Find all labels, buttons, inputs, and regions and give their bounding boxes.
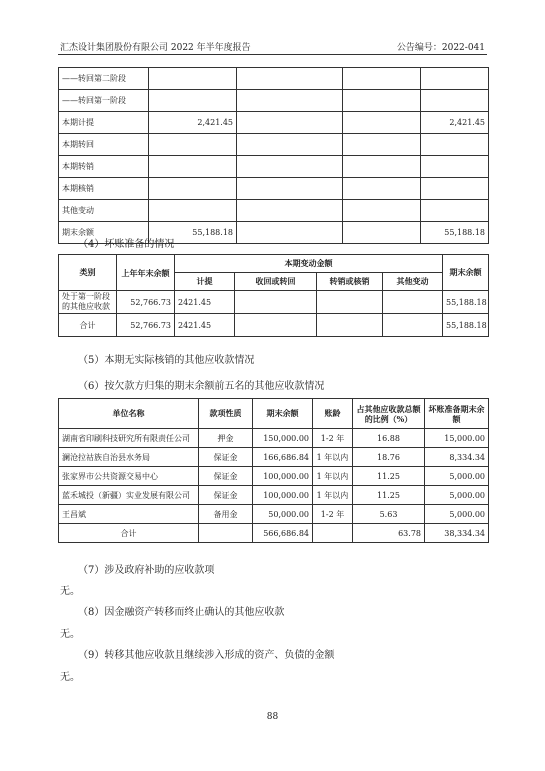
closing-cell: 55,188.18 (443, 314, 489, 337)
opening-cell: 52,766.73 (117, 291, 175, 314)
stage2-value (237, 222, 343, 244)
writeoff-cell (317, 314, 383, 337)
bad-debt-provision-table (58, 254, 489, 337)
ratio-cell: 16.88 (353, 429, 425, 448)
age-cell: 1-2 年 (313, 505, 353, 524)
page-number: 88 (266, 712, 279, 722)
ratio-cell: 11.25 (353, 486, 425, 505)
recovered-cell (235, 314, 317, 337)
stage2-value (237, 112, 343, 134)
col-opening-balance: 上年年末余额 (117, 255, 175, 291)
total-value: 55,188.18 (421, 222, 489, 244)
total-provision: 38,334.34 (425, 524, 489, 543)
total-value (421, 134, 489, 156)
stage3-value (343, 112, 421, 134)
table-row (59, 291, 489, 314)
unit-cell: 蓝禾城投（新疆）实业发展有限公司 (59, 486, 199, 505)
col-category: 类别 (59, 255, 117, 291)
stage2-value (237, 90, 343, 112)
report-title-header: 汇杰设计集团股份有限公司 2022 年半年度报告 (60, 43, 251, 53)
col-writeoff: 转销或核销 (317, 273, 383, 291)
stage2-value (237, 68, 343, 90)
provision-cell: 15,000.00 (425, 429, 489, 448)
table-row (59, 429, 489, 448)
table-row (59, 68, 489, 90)
section8-title: （8）因金融资产转移而终止确认的其他应收款 (78, 607, 285, 618)
table-row (59, 178, 489, 200)
opening-cell: 52,766.73 (117, 314, 175, 337)
col-age: 账龄 (313, 399, 353, 429)
row-label: 本期计提 (59, 112, 149, 134)
stage2-value (237, 156, 343, 178)
unit-cell: 湖南省印刷科技研究所有限责任公司 (59, 429, 199, 448)
nature-cell: 备用金 (199, 505, 253, 524)
age-cell: 1 年以内 (313, 448, 353, 467)
stage3-value (343, 68, 421, 90)
table-row (59, 90, 489, 112)
row-label: 本期核销 (59, 178, 149, 200)
closing-cell: 55,188.18 (443, 291, 489, 314)
col-balance: 期末余额 (253, 399, 313, 429)
col-closing-balance: 期末余额 (443, 255, 489, 291)
balance-cell: 50,000.00 (253, 505, 313, 524)
ratio-cell: 5.63 (353, 505, 425, 524)
nature-cell: 押金 (199, 429, 253, 448)
stage3-value (343, 90, 421, 112)
stage2-value (237, 200, 343, 222)
table-row (59, 448, 489, 467)
total-value: 2,421.45 (421, 112, 489, 134)
stage1-value (149, 68, 237, 90)
col-other-change: 其他变动 (383, 273, 443, 291)
unit-cell: 澜沧拉祜族自治县水务局 (59, 448, 199, 467)
accrual-cell: 2421.45 (175, 291, 235, 314)
stage1-value (149, 178, 237, 200)
total-value (421, 200, 489, 222)
stage1-value: 2,421.45 (149, 112, 237, 134)
writeoff-cell (317, 291, 383, 314)
section8-body: 无。 (60, 629, 80, 640)
age-cell: 1 年以内 (313, 486, 353, 505)
announcement-number: 公告编号：2022-041 (396, 43, 485, 53)
accrual-cell: 2421.45 (175, 314, 235, 337)
provision-cell: 5,000.00 (425, 486, 489, 505)
stage2-value (237, 178, 343, 200)
unit-cell: 王昌斌 (59, 505, 199, 524)
nature-cell: 保证金 (199, 448, 253, 467)
section5-title: （5）本期无实际核销的其他应收款情况 (78, 355, 255, 366)
col-ratio: 占其他应收款总额的比例（%） (353, 399, 425, 429)
col-recovered: 收回或转回 (235, 273, 317, 291)
stage3-value (343, 178, 421, 200)
ratio-cell: 18.76 (353, 448, 425, 467)
total-value (421, 178, 489, 200)
top-five-receivables-table (58, 398, 489, 543)
other-cell (383, 291, 443, 314)
section9-body: 无。 (60, 672, 80, 683)
table-row (59, 505, 489, 524)
nature-cell: 保证金 (199, 467, 253, 486)
stage3-value (343, 200, 421, 222)
total-label: 合计 (59, 524, 199, 543)
row-label: 本期转回 (59, 134, 149, 156)
row-label: 期末余额 (59, 222, 149, 244)
unit-cell: 张家界市公共资源交易中心 (59, 467, 199, 486)
col-accrual: 计提 (175, 273, 235, 291)
table-row (59, 200, 489, 222)
row-label: 本期转销 (59, 156, 149, 178)
balance-cell: 166,686.84 (253, 448, 313, 467)
table-row (59, 467, 489, 486)
stage3-value (343, 156, 421, 178)
row-label: 其他变动 (59, 200, 149, 222)
provision-cell: 5,000.00 (425, 467, 489, 486)
stage1-value (149, 200, 237, 222)
total-value (421, 90, 489, 112)
provision-cell: 8,334.34 (425, 448, 489, 467)
balance-cell: 100,000.00 (253, 467, 313, 486)
stage1-value (149, 156, 237, 178)
stage2-value (237, 134, 343, 156)
col-provision: 坏账准备期末余额 (425, 399, 489, 429)
section6-title: （6）按欠款方归集的期末余额前五名的其他应收款情况 (78, 381, 325, 392)
table-row (59, 156, 489, 178)
age-cell: 1 年以内 (313, 467, 353, 486)
stage1-value: 55,188.18 (149, 222, 237, 244)
nature-cell: 保证金 (199, 486, 253, 505)
col-nature: 款项性质 (199, 399, 253, 429)
row-label: ——转回第二阶段 (59, 68, 149, 90)
age-cell: 1-2 年 (313, 429, 353, 448)
table-row (59, 134, 489, 156)
col-change-group: 本期变动金额 (175, 255, 443, 273)
provision-movement-table (58, 67, 489, 244)
category-cell: 合计 (59, 314, 117, 337)
stage3-value (343, 134, 421, 156)
stage1-value (149, 90, 237, 112)
section4-title: （4）坏账准备的情况 (78, 239, 175, 250)
stage3-value (343, 222, 421, 244)
row-label: ——转回第一阶段 (59, 90, 149, 112)
table-row (59, 314, 489, 337)
col-unit-name: 单位名称 (59, 399, 199, 429)
header-divider (58, 54, 487, 55)
balance-cell: 150,000.00 (253, 429, 313, 448)
total-value (421, 156, 489, 178)
section9-title: （9）转移其他应收款且继续涉入形成的资产、负债的金额 (78, 650, 335, 661)
total-balance: 566,686.84 (253, 524, 313, 543)
ratio-cell: 11.25 (353, 467, 425, 486)
stage1-value (149, 134, 237, 156)
total-value (421, 68, 489, 90)
category-cell: 处于第一阶段的其他应收款 (59, 291, 117, 314)
recovered-cell (235, 291, 317, 314)
table-row (59, 112, 489, 134)
balance-cell: 100,000.00 (253, 486, 313, 505)
total-ratio: 63.78 (353, 524, 425, 543)
other-cell (383, 314, 443, 337)
provision-cell: 5,000.00 (425, 505, 489, 524)
section7-title: （7）涉及政府补助的应收款项 (78, 565, 215, 576)
section7-body: 无。 (60, 586, 80, 597)
table-row (59, 486, 489, 505)
